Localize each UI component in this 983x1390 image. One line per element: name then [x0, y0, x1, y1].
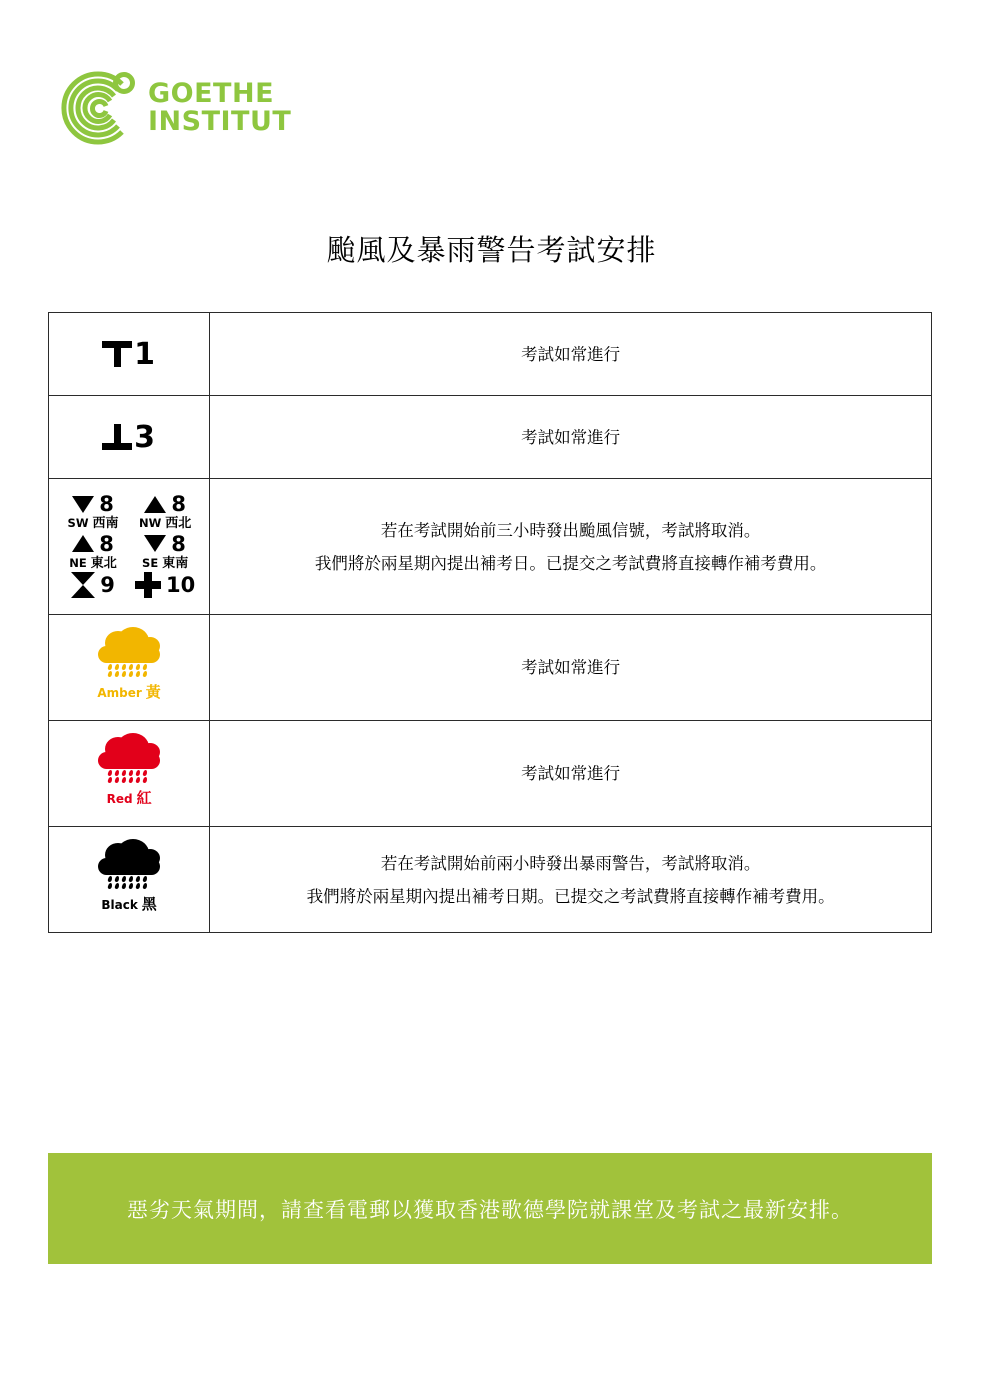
signal-name: 東北: [90, 555, 117, 571]
arrangement-text-cell: [210, 721, 932, 827]
signal-number: 1: [134, 336, 157, 372]
inverted-t-shape-icon: [102, 424, 132, 450]
arrangement-line: 若在考試開始前三小時發出颱風信號，考試將取消。: [380, 520, 761, 540]
arrangement-text-cell: [210, 615, 932, 721]
cloud-icon: [98, 741, 160, 769]
signal-code: NW: [138, 516, 162, 531]
typhoon-signal-1-icon: [51, 319, 207, 389]
cloud-icon: [98, 635, 160, 663]
amber-rainstorm-icon: [51, 621, 207, 714]
t-shape-icon: [102, 341, 132, 367]
table-row: [49, 827, 932, 933]
triangle-up-icon: [72, 535, 94, 552]
arrangement-line: 考試如常進行: [521, 427, 621, 447]
signal-name: 東南: [162, 555, 189, 571]
table-row: [49, 615, 932, 721]
arrangement-text-cell: [210, 396, 932, 479]
cloud-icon: [98, 847, 160, 875]
signal-number: 3: [134, 419, 157, 455]
signal-cell-typhoon-1: [49, 313, 210, 396]
signal-8-ne: [69, 533, 117, 571]
signal-9: [71, 572, 115, 598]
signal-number: 9: [100, 573, 115, 598]
signal-code: SE: [142, 555, 159, 570]
signal-8-nw: [139, 493, 191, 531]
signal-name: 西北: [165, 516, 192, 532]
rain-label-zh: 紅: [136, 789, 152, 808]
signal-cell-typhoon-3: [49, 396, 210, 479]
goethe-institut-logo: [52, 70, 291, 146]
triangle-down-icon: [72, 496, 94, 513]
rain-drops-icon: [108, 770, 150, 783]
arrangement-line: 我們將於兩星期內提出補考日期。已提交之考試費將直接轉作補考費用。: [306, 886, 835, 906]
signal-10: [135, 572, 195, 598]
rain-drops-icon: [108, 664, 150, 677]
rain-label-en: Black: [101, 898, 138, 913]
rain-label-zh: 黑: [141, 895, 157, 914]
signal-number: 8: [99, 531, 114, 556]
footer-notice-text: 惡劣天氣期間，請查看電郵以獲取香港歌德學院就課堂及考試之最新安排。: [127, 1197, 853, 1222]
arrangement-text-cell: [210, 313, 932, 396]
triangle-down-icon: [144, 535, 166, 552]
rain-label-zh: 黃: [145, 683, 161, 702]
goethe-logo-wordmark: [148, 77, 292, 137]
signal-name: 西南: [92, 516, 119, 532]
rain-label-en: Red: [106, 792, 133, 807]
table-row: [49, 721, 932, 827]
arrangement-line: 考試如常進行: [521, 764, 621, 784]
rain-drops-icon: [108, 876, 150, 889]
signal-number: 8: [99, 492, 114, 516]
weather-arrangement-table: [48, 312, 932, 933]
table-row: [49, 396, 932, 479]
signal-8-se: [142, 533, 188, 571]
triangle-up-icon: [144, 496, 166, 513]
signal-cell-rain-red: [49, 721, 210, 827]
goethe-logo-mark: [52, 70, 138, 146]
black-rainstorm-icon: [51, 833, 207, 926]
signal-cell-rain-amber: [49, 615, 210, 721]
arrangement-line: 考試如常進行: [521, 658, 621, 678]
logo-line-1: GOETHE: [148, 77, 275, 109]
typhoon-signal-3-icon: [51, 402, 207, 472]
arrangement-line: 若在考試開始前兩小時發出暴雨警告，考試將取消。: [380, 853, 761, 873]
signal-code: SW: [67, 516, 89, 531]
table-row: [49, 313, 932, 396]
arrangement-line: 我們將於兩星期內提出補考日。已提交之考試費將直接轉作補考費用。: [314, 553, 827, 573]
cross-icon: [135, 572, 161, 598]
table-row: [49, 479, 932, 615]
rain-label-en: Amber: [97, 686, 142, 701]
signal-code: NE: [69, 555, 87, 570]
signal-number: 10: [166, 573, 196, 598]
logo-line-2: INSTITUT: [148, 106, 292, 137]
page-title: 颱風及暴雨警告考試安排: [326, 233, 657, 267]
typhoon-signal-group-icons: [51, 485, 207, 608]
signal-number: 8: [171, 531, 186, 556]
footer-notice-banner: [48, 1153, 932, 1264]
signal-cell-typhoon-8-9-10: [49, 479, 210, 615]
signal-cell-rain-black: [49, 827, 210, 933]
arrangement-line: 考試如常進行: [521, 344, 621, 364]
signal-8-sw: [68, 493, 119, 531]
signal-number: 8: [171, 492, 186, 516]
hourglass-icon: [71, 572, 95, 598]
red-rainstorm-icon: [51, 727, 207, 820]
arrangement-text-cell: [210, 827, 932, 933]
arrangement-text-cell: [210, 479, 932, 615]
